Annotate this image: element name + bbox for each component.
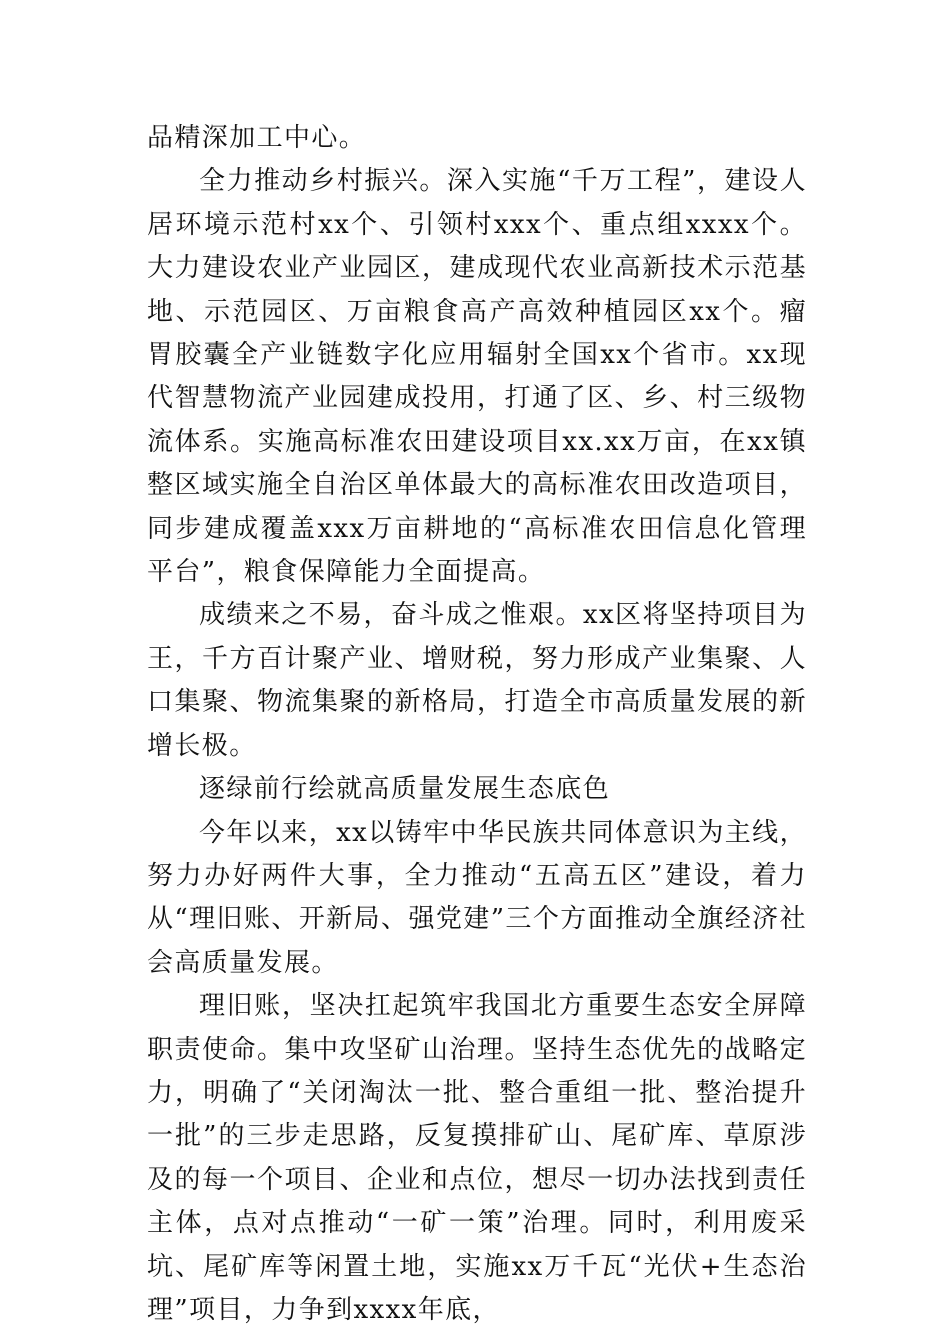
paragraph-continuation: 品精深加工中心。 bbox=[147, 123, 367, 153]
section-heading: 逐绿前行绘就高质量发展生态底色 bbox=[199, 774, 611, 805]
paragraph-rural-revitalization: 全力推动乡村振兴。深入实施“千万工程”，建设人居环境示范村xx个、引领村xxx个、重点组xxxx个。大力建设农业产业园区，建成现代农业高新技术示范基地、示范园区、万亩粮食高产高效种植园区xx个。瘤胃胶囊全产业链数字化应用辐射全国xx个省市。xx现代智慧物流产业园建成投用，打通了区、乡、村三级物流体系。实施高标准农田建设项目xx.xx万亩，在xx镇整区域实施全自治区单体最大的高标准农田改造项目，同步建成覆盖xxx万亩耕地的“高标准农田信息化管理平台”，粮食保障能力全面提高。 bbox=[147, 166, 807, 588]
paragraph-achievements: 成绩来之不易，奋斗成之惟艰。xx区将坚持项目为王，千方百计聚产业、增财税，努力形成产业集聚、人口集聚、物流集聚的新格局，打造全市高质量发展的新增长极。 bbox=[147, 600, 807, 761]
paragraph-old-accounts: 理旧账，坚决扛起筑牢我国北方重要生态安全屏障职责使命。集中攻坚矿山治理。坚持生态优先的战略定力，明确了“关闭淘汰一批、整合重组一批、整治提升一批”的三步走思路，反复摸排矿山、尾矿库、草原涉及的每一个项目、企业和点位，想尽一切办法找到责任主体，点对点推动“一矿一策”治理。同时，利用废采坑、尾矿库等闲置土地，实施xx万千瓦“光伏+生态治理”项目，力争到xxxx年底， bbox=[147, 991, 807, 1325]
document-body bbox=[147, 117, 807, 1332]
paragraph-this-year: 今年以来，xx以铸牢中华民族共同体意识为主线，努力办好两件大事，全力推动“五高五区”建设，着力从“理旧账、开新局、强党建”三个方面推动全旗经济社会高质量发展。 bbox=[147, 817, 807, 978]
